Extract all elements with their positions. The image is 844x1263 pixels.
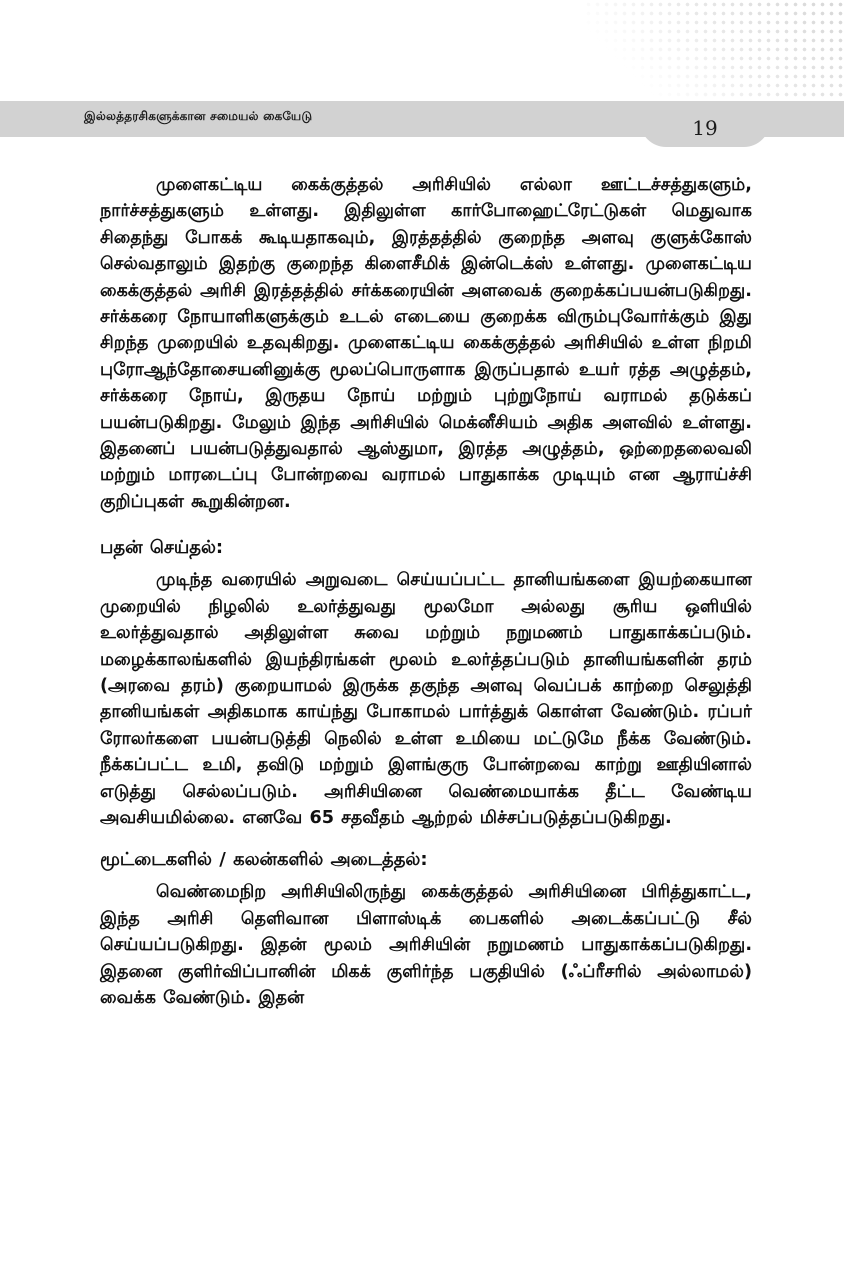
page-content	[100, 172, 752, 1011]
paragraph-sprouted-rice: முளைகட்டிய கைக்குத்தல் அரிசியில் எல்லா ஊட்டச்சத்துகளும், நார்ச்சத்துகளும் உள்ளது. இதிலுள்ள கார்போஹைட்ரேட்டுகள் மெதுவாக சிதைந்து போகக் கூடியதாகவும், இரத்தத்தில் குறைந்த அளவு குளுக்கோஸ் செல்வதாலும் இதற்கு குறைந்த கிளைசீமிக் இன்டெக்ஸ் உள்ளது. முளைகட்டிய கைக்குத்தல் அரிசி இரத்தத்தில் சர்க்கரையின் அளவைக் குறைக்கப்பயன்படுகிறது. சர்க்கரை நோயாளிகளுக்கும் உடல் எடையை குறைக்க விரும்புவோர்க்கும் இது சிறந்த முறையில் உதவுகிறது. முளைகட்டிய கைக்குத்தல் அரிசியில் உள்ள நிறமி புரோஆந்தோசையனினுக்கு மூலப்பொருளாக இருப்பதால் உயர் ரத்த அழுத்தம், சர்க்கரை நோய், இருதய நோய் மற்றும் புற்றுநோய் வராமல் தடுக்கப் பயன்படுகிறது. மேலும் இந்த அரிசியில் மெக்னீசியம் அதிக அளவில் உள்ளது. இதனைப் பயன்படுத்துவதால் ஆஸ்துமா, இரத்த அழுத்தம், ஒற்றைதலைவலி மற்றும் மாரடைப்பு போன்றவை வராமல் பாதுகாக்க முடியும் என ஆராய்ச்சி குறிப்புகள் கூறுகின்றன.	[100, 175, 752, 512]
paragraph-packing: வெண்மைநிற அரிசியிலிருந்து கைக்குத்தல் அரிசியினை பிரித்துகாட்ட, இந்த அரிசி தெளிவான பிளாஸ்டிக் பைகளில் அடைக்கப்பட்டு சீல் செய்யப்படுகிறது. இதன் மூலம் அரிசியின் நறுமணம் பாதுகாக்கப்படுகிறது. இதனை குளிர்விப்பானின் மிகக் குளிர்ந்த பகுதியில் (ஃப்ரீசரில் அல்லாமல்) வைக்க வேண்டும். இதன்	[100, 882, 752, 1008]
page-number: 19	[692, 116, 718, 140]
paragraph-processing: முடிந்த வரையில் அறுவடை செய்யப்பட்ட தானியங்களை இயற்கையான முறையில் நிழலில் உலர்த்துவது மூலமோ அல்லது சூரிய ஒளியில் உலர்த்துவதால் அதிலுள்ள சுவை மற்றும் நறுமணம் பாதுகாக்கப்படும். மழைக்காலங்களில் இயந்திரங்கள் மூலம் உலர்த்தப்படும் தானியங்களின் தரம் (அரவை தரம்) குறையாமல் இருக்க தகுந்த அளவு வெப்பக் காற்றை செலுத்தி தானியங்கள் அதிகமாக காய்ந்து போகாமல் பார்த்துக் கொள்ள வேண்டும். ரப்பர் ரோலர்களை பயன்படுத்தி நெலில் உள்ள உமியை மட்டுமே நீக்க வேண்டும். நீக்கப்பட்ட உமி, தவிடு மற்றும் இளங்குரு போன்றவை காற்று ஊதியினால் எடுத்து செல்லப்படும். அரிசியினை வெண்மையாக்க தீட்ட வேண்டிய அவசியமில்லை. எனவே 65 சதவீதம் ஆற்றல் மிச்சப்படுத்தப்படுகிறது.	[100, 570, 752, 828]
running-title: இல்லத்தரசிகளுக்கான சமையல் கையேடு	[84, 109, 313, 123]
section-heading-processing: பதன் செய்தல்:	[100, 537, 224, 559]
decorative-dot-pattern	[584, 0, 844, 100]
section-heading-packing: மூட்டைகளில் / கலன்களில் அடைத்தல்:	[100, 849, 428, 871]
